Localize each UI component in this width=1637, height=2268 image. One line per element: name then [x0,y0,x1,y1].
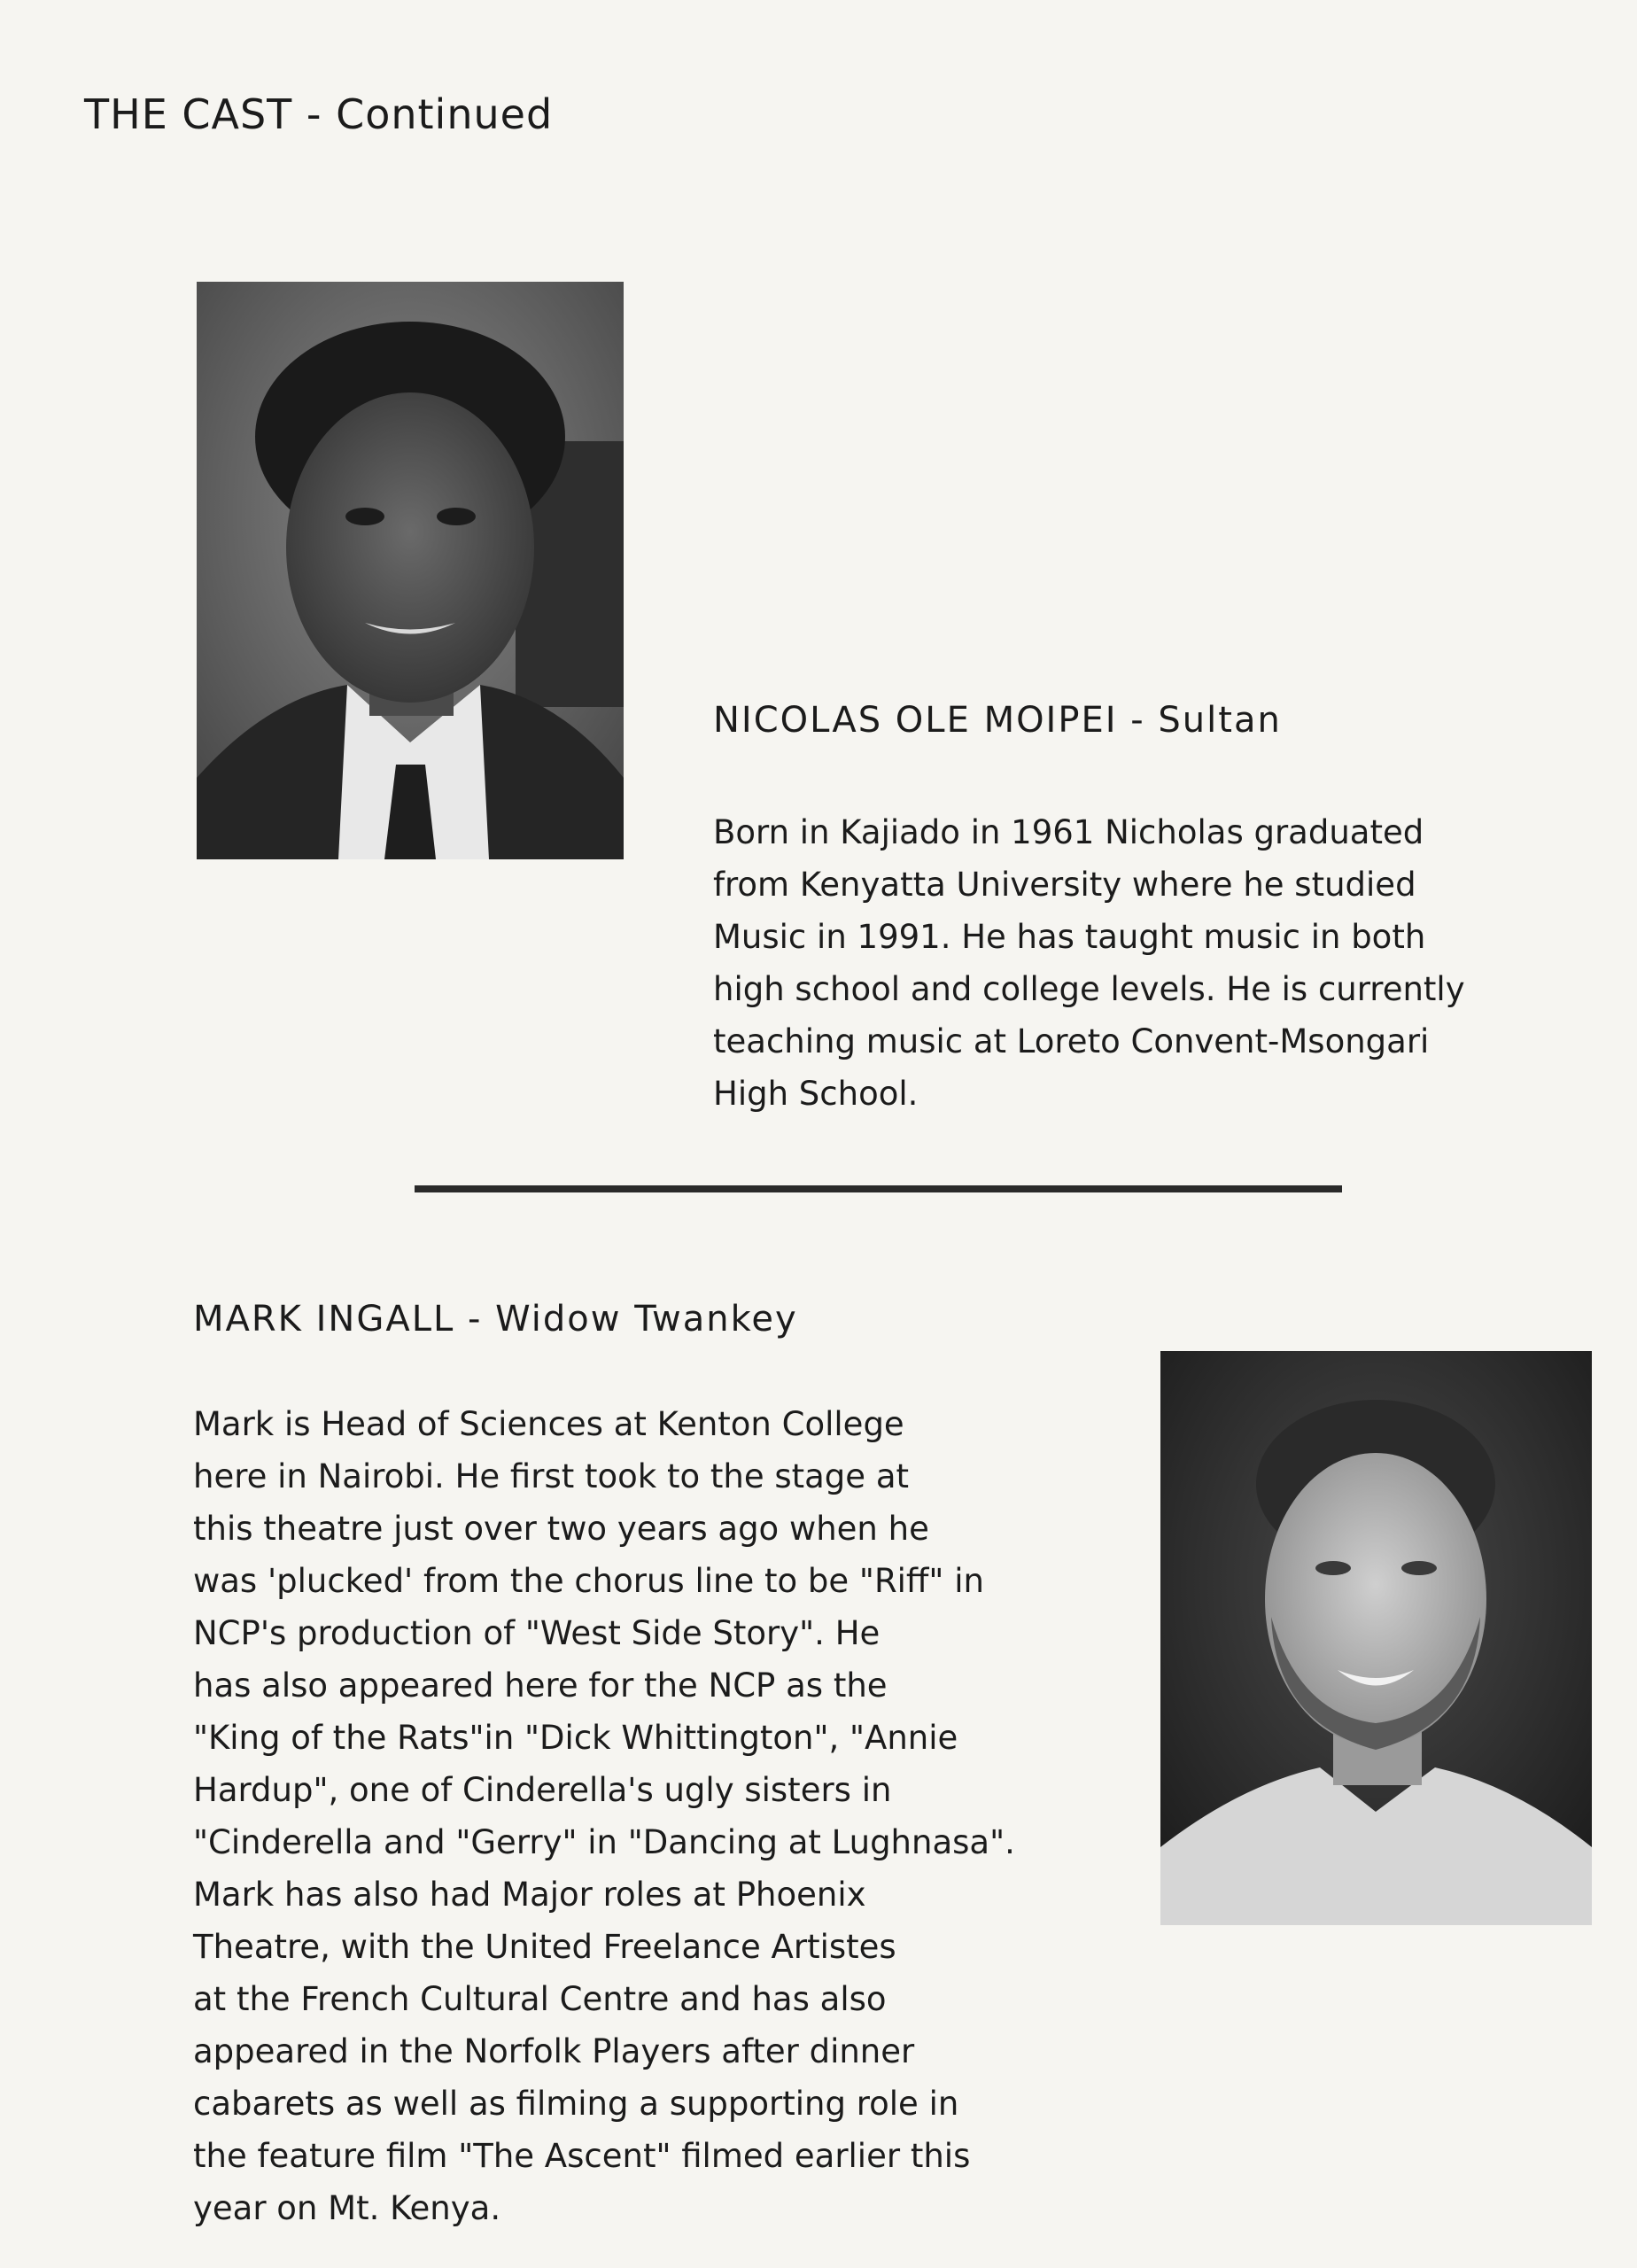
cast-name-moipei: NICOLAS OLE MOIPEI - Sultan [713,700,1282,741]
page-heading: THE CAST - Continued [84,90,554,138]
portrait-icon [1160,1351,1592,1925]
portrait-icon [197,282,624,859]
cast-bio-moipei: Born in Kajiado in 1961 Nicholas graduated from Kenyatta University where he studied Music in 1991. He has taught music in both high school and college levels. He is currently teaching music at Loreto Convent-Msongari High School. [713,813,1465,1113]
portrait-photo-moipei [197,282,624,859]
portrait-photo-ingall [1160,1351,1592,1925]
cast-bio-ingall: Mark is Head of Sciences at Kenton College here in Nairobi. He first took to the stage at this theatre just over two years ago when he was 'plucked' from the chorus line to be "Riff" in NCP's production of "West Side Story". He has also appeared here for the NCP as the "King of the Rats"in "Dick Whittington", "Annie Hardup", one of Cinderella's ugly sisters in "Cinderella and "Gerry" in "Dancing at Lughnasa". Mark has also had Major roles at Phoenix Theatre, with the United Freelance Artistes at the French Cultural Centre and has also appeared in the Norfolk Players after dinner cabarets as well as filming a supporting role in the feature film "The Ascent" filmed earlier this year on Mt. Kenya. [193,1405,1015,2227]
section-divider [415,1185,1342,1192]
cast-name-ingall: MARK INGALL - Widow Twankey [193,1299,798,1340]
